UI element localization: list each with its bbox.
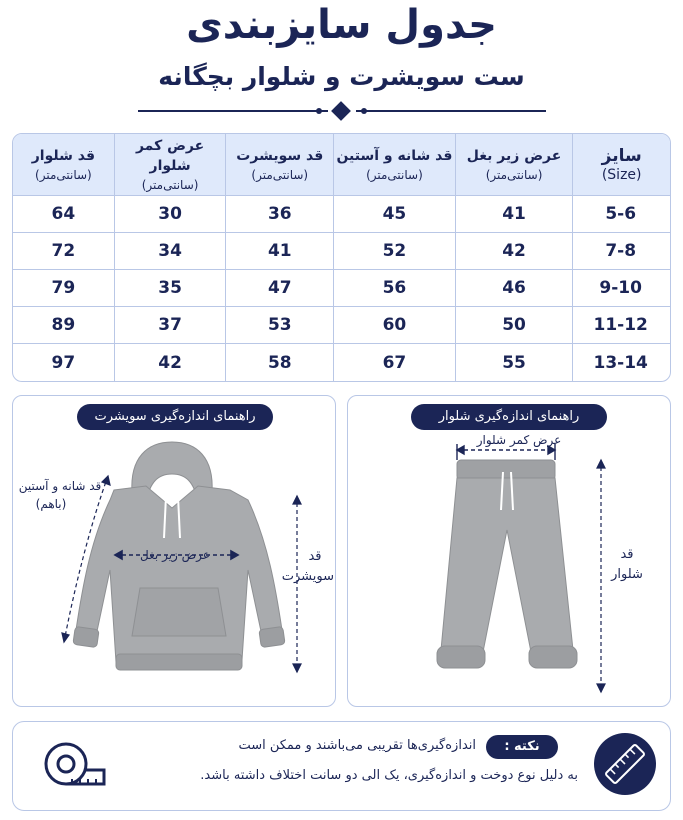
column-header-label: قد سویشرت bbox=[236, 147, 324, 164]
hoodie-length-label-2: سویشرت bbox=[281, 569, 334, 584]
ruler-icon bbox=[594, 733, 656, 795]
ruler-badge bbox=[594, 733, 656, 795]
table-cell: 30 bbox=[114, 196, 226, 233]
column-header-hoodie-length bbox=[225, 134, 333, 196]
table-cell: 41 bbox=[225, 233, 333, 270]
column-header-label: سایز bbox=[601, 145, 642, 166]
note-line-2: به دلیل نوع دوخت و اندازه‌گیری، یک الی دو سانت اختلاف داشته باشد. bbox=[200, 768, 578, 783]
table-cell: 37 bbox=[114, 307, 226, 344]
table-row bbox=[13, 307, 670, 344]
table-cell: 67 bbox=[333, 344, 455, 381]
column-header-label: قد شانه و آستین bbox=[336, 147, 453, 164]
table-row bbox=[13, 233, 670, 270]
column-header-size bbox=[572, 134, 670, 196]
table-cell: 97 bbox=[51, 352, 76, 373]
page-title: جدول سایزبندی bbox=[186, 2, 497, 48]
column-header-pants-length bbox=[13, 134, 114, 196]
page-subtitle: ست سویشرت و شلوار بچگانه bbox=[158, 62, 525, 91]
table-cell: 60 bbox=[333, 307, 455, 344]
size-cell: 7-8 bbox=[572, 233, 670, 270]
divider-line-right bbox=[356, 110, 546, 112]
divider-line-left bbox=[138, 110, 328, 112]
size-cell: 11-12 bbox=[572, 307, 670, 344]
column-header-sub: (سانتی‌متر) bbox=[35, 167, 92, 182]
diamond-ornament bbox=[331, 101, 351, 121]
note-box bbox=[12, 721, 671, 811]
note-line-1: اندازه‌گیری‌ها تقریبی می‌باشند و ممکن است bbox=[238, 738, 476, 753]
table-row bbox=[13, 270, 670, 307]
pants-guide-title: راهنمای اندازه‌گیری شلوار bbox=[411, 404, 607, 430]
table-cell: 53 bbox=[225, 307, 333, 344]
hoodie-length-label-1: قد bbox=[308, 549, 322, 564]
table-cell: 52 bbox=[333, 233, 455, 270]
column-header-sub: (سانتی‌متر) bbox=[141, 177, 199, 192]
table-cell: 72 bbox=[13, 233, 114, 270]
table-cell: 41 bbox=[455, 196, 573, 233]
table-cell: 35 bbox=[114, 270, 226, 307]
size-cell: 9-10 bbox=[572, 270, 670, 307]
table-cell: 45 bbox=[333, 196, 455, 233]
table-cell: 79 bbox=[13, 270, 114, 307]
chest-label: عرض زیر بغل bbox=[140, 548, 210, 562]
waist-label: عرض کمر شلوار bbox=[476, 433, 562, 447]
table-cell: 34 bbox=[114, 233, 226, 270]
column-header-label: عرض کمر شلوار bbox=[135, 137, 205, 174]
shoulder-sub-label: (باهم) bbox=[35, 497, 67, 511]
column-header-waist bbox=[114, 134, 226, 196]
size-cell: 5-6 bbox=[572, 196, 670, 233]
size-cell: 13-14 bbox=[572, 344, 670, 381]
column-header-label: عرض زیر بغل bbox=[466, 147, 562, 164]
column-header-sub: (سانتی‌متر) bbox=[485, 167, 543, 182]
table-cell: 55 bbox=[455, 344, 573, 381]
pants-icon bbox=[437, 460, 577, 668]
table-cell: 36 bbox=[225, 196, 333, 233]
pants-length-label-1: قد bbox=[620, 547, 634, 562]
shoulder-label: قد شانه و آستین bbox=[18, 479, 102, 493]
table-header-row bbox=[13, 134, 670, 196]
table-cell: 56 bbox=[333, 270, 455, 307]
header bbox=[0, 0, 683, 120]
pants-length-label-2: شلوار bbox=[611, 567, 643, 582]
note-badge: نکته : bbox=[486, 735, 558, 759]
table-cell: 89 bbox=[13, 307, 114, 344]
table-cell: 64 bbox=[13, 196, 114, 233]
table-cell: 58 bbox=[225, 344, 333, 381]
table-cell: 42 bbox=[114, 344, 226, 381]
hoodie-guide-title: راهنمای اندازه‌گیری سویشرت bbox=[77, 404, 273, 430]
column-header-label: قد شلوار bbox=[31, 147, 95, 164]
table-cell: 50 bbox=[455, 307, 573, 344]
tape-measure-icon bbox=[40, 736, 110, 794]
table-row bbox=[13, 344, 670, 381]
table-cell: 46 bbox=[455, 270, 573, 307]
column-header-sub: (سانتی‌متر) bbox=[251, 167, 309, 182]
column-header-sub: (Size) bbox=[601, 166, 642, 183]
table-cell: 47 bbox=[225, 270, 333, 307]
column-header-shoulder bbox=[333, 134, 455, 196]
table-cell: 42 bbox=[455, 233, 573, 270]
size-table bbox=[12, 133, 671, 382]
column-header-chest bbox=[455, 134, 573, 196]
table-row bbox=[13, 196, 670, 233]
column-header-sub: (سانتی‌متر) bbox=[366, 167, 423, 182]
